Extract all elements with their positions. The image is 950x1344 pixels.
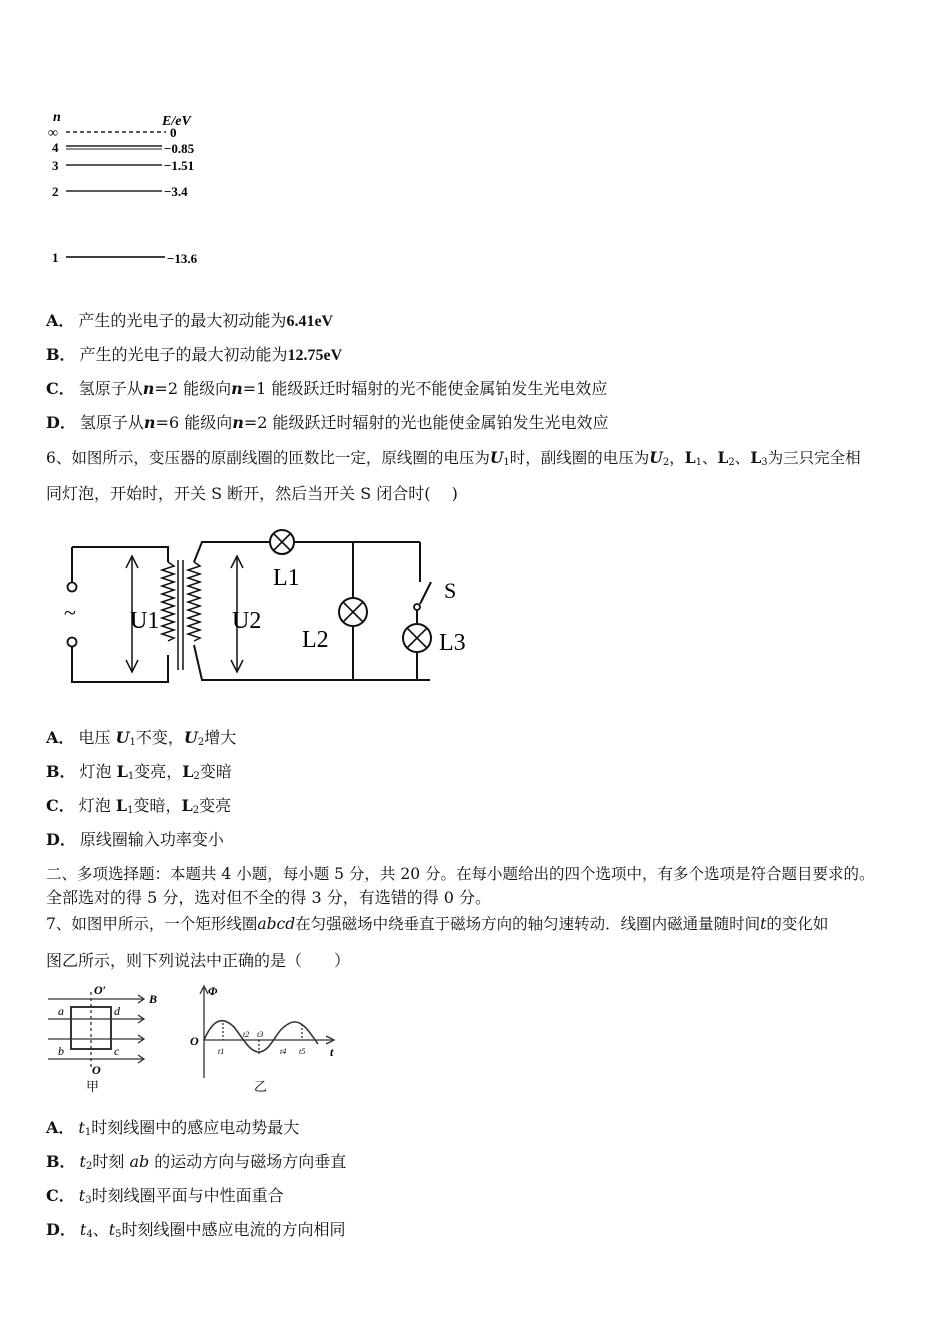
label-t1: t1 [218, 1047, 225, 1056]
label-t4: t4 [280, 1047, 287, 1056]
q6-option-a: A． 电压 $U_1$不变，$U_2$增大 [46, 728, 237, 748]
label-c: c [114, 1044, 120, 1058]
level-4-n: 4 [52, 140, 59, 155]
level-1-n: 1 [52, 250, 59, 265]
secondary-wire-top [194, 542, 270, 562]
section2-header-line1: 二、多项选择题：本题共 4 小题，每小题 5 分，共 20 分。在每小题给出的四个选项中，有多个选项是符合题目要求的。 [46, 865, 875, 883]
q6-option-c: C． 灯泡 $L_1$变暗，$L_2$变亮 [46, 796, 232, 816]
label-t3: t3 [257, 1030, 264, 1039]
lamp-l1-icon [270, 530, 294, 554]
q6-option-b: B． 灯泡 $L_1$变亮，$L_2$变暗 [46, 762, 232, 782]
ac-terminal-top [68, 583, 77, 592]
q5-option-a: A． 产生的光电子的最大初动能为6.41eV [46, 311, 334, 330]
label-t5: t5 [299, 1047, 306, 1056]
label-a: a [58, 1004, 64, 1018]
label-l3: L3 [439, 630, 466, 656]
label-d: d [114, 1004, 120, 1018]
energy-axis-label: E/eV [162, 114, 191, 129]
q7-option-c: C． $t_3$时刻线圈平面与中性面重合 [46, 1186, 284, 1206]
label-o-prime: O′ [94, 983, 107, 997]
flux-time-graph [184, 982, 344, 1098]
q7-stem-line2: 图乙所示，则下列说法中正确的是（ ） [46, 951, 351, 970]
level-2-n: 2 [52, 184, 59, 199]
label-phi: Φ [208, 984, 218, 998]
q7-stem-line1: 7、如图甲所示，一个矩形线圈abcd在匀强磁场中绕垂直于磁场方向的轴匀速转动．线圈内磁通量随时间t的变化如 [46, 915, 829, 933]
q6-stem-line2: 同灯泡，开始时，开关 S 断开，然后当开关 S 闭合时( ) [46, 484, 458, 503]
label-l1: L1 [273, 565, 300, 591]
transformer-circuit-diagram [60, 520, 490, 695]
caption-yi: 乙 [254, 1079, 268, 1094]
level-3-n: 3 [52, 158, 59, 173]
lamp-l3-icon [403, 624, 431, 652]
label-l2: L2 [302, 627, 329, 653]
caption-jia: 甲 [86, 1079, 100, 1094]
label-u2: U2 [232, 608, 262, 634]
label-u1: U1 [130, 608, 160, 634]
label-s: S [444, 578, 457, 603]
q6-option-d: D． 原线圈输入功率变小 [46, 830, 224, 849]
label-b-corner: b [58, 1044, 64, 1058]
level-inf-n: ∞ [48, 126, 58, 141]
primary-wire-top [72, 547, 168, 562]
coil-in-field-diagram [44, 982, 174, 1098]
secondary-coil [188, 562, 200, 641]
energy-level-diagram [40, 105, 240, 275]
primary-coil [162, 562, 174, 641]
label-t2: t2 [243, 1030, 250, 1039]
q7-option-b: B． $t_2$时刻 ab 的运动方向与磁场方向垂直 [46, 1152, 347, 1172]
n-axis-label: n [53, 110, 61, 125]
q5-option-d: D． 氢原子从n=6 能级向n=2 能级跃迁时辐射的光也能使金属铂发生光电效应 [46, 413, 609, 432]
switch-blade [420, 582, 431, 604]
q5-option-c: C． 氢原子从n=2 能级向n=1 能级跃迁时辐射的光不能使金属铂发生光电效应 [46, 379, 608, 398]
level-inf-e: 0 [170, 125, 177, 140]
level-1-e: −13.6 [167, 251, 198, 266]
q6-stem-line1: 6、如图所示，变压器的原副线圈的匝数比一定，原线圈的电压为$U_1$时，副线圈的电压为$U_2$，$L_1$、$L_2$、$L_3$为三只完全相 [46, 448, 861, 468]
ac-terminal-bottom [68, 638, 77, 647]
q7-option-d: D． $t_4$、$t_5$时刻线圈中感应电流的方向相同 [46, 1220, 346, 1240]
ac-source-symbol: ~ [64, 600, 76, 625]
label-time: t [330, 1045, 334, 1059]
primary-wire-bottom [72, 645, 168, 682]
level-3-e: −1.51 [164, 158, 195, 173]
q5-option-b: B． 产生的光电子的最大初动能为12.75eV [46, 345, 343, 364]
level-4-e: −0.85 [164, 141, 195, 156]
label-o: O [92, 1063, 101, 1077]
label-origin: O [190, 1034, 199, 1048]
switch-contact [414, 604, 420, 610]
q7-option-a: A． $t_1$时刻线圈中的感应电动势最大 [46, 1118, 300, 1138]
label-b: B [149, 992, 158, 1006]
level-2-e: −3.4 [164, 184, 188, 199]
lamp-l2-icon [339, 598, 367, 626]
section2-header-line2: 全部选对的得 5 分，选对但不全的得 3 分，有选错的得 0 分。 [46, 888, 492, 907]
